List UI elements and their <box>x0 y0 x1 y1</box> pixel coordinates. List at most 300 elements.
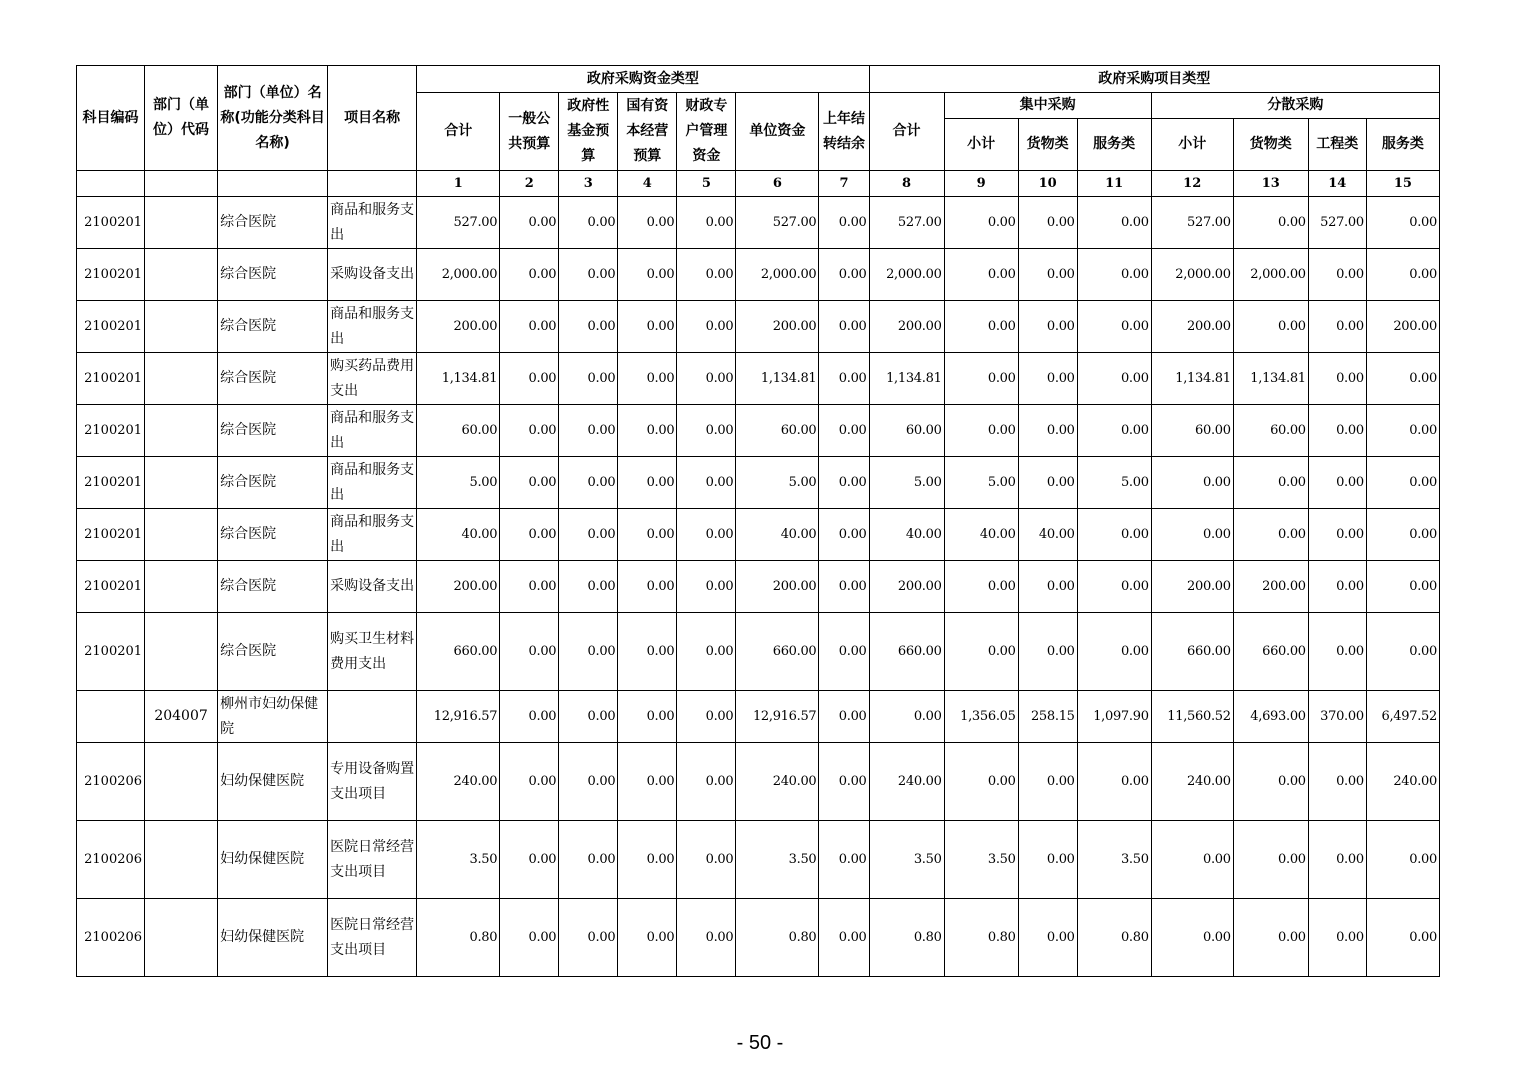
amount-cell: 0.00 <box>500 197 559 249</box>
amount-cell: 0.00 <box>1018 405 1077 457</box>
amount-cell: 0.00 <box>1233 821 1308 899</box>
amount-cell: 0.00 <box>618 405 677 457</box>
amount-cell: 3.50 <box>869 821 944 899</box>
amount-cell: 40.00 <box>869 509 944 561</box>
header-central-subtotal: 小计 <box>944 119 1018 171</box>
amount-cell: 0.00 <box>1308 561 1366 613</box>
project-name-cell: 专用设备购置支出项目 <box>328 743 417 821</box>
header-dispersed-group: 分散采购 <box>1151 93 1439 119</box>
amount-cell: 0.00 <box>500 743 559 821</box>
table-row <box>77 353 1440 405</box>
subject-code-cell: 2100201 <box>77 613 145 691</box>
amount-cell: 0.00 <box>1018 743 1077 821</box>
amount-cell: 527.00 <box>417 197 500 249</box>
subject-code-cell <box>77 691 145 743</box>
amount-cell: 0.00 <box>1018 613 1077 691</box>
amount-cell: 60.00 <box>1151 405 1233 457</box>
header-funding-group: 政府采购资金类型 <box>417 66 869 93</box>
project-name-cell: 医院日常经营支出项目 <box>328 899 417 977</box>
amount-cell: 1,356.05 <box>944 691 1018 743</box>
amount-cell: 0.00 <box>618 353 677 405</box>
amount-cell: 0.00 <box>1233 509 1308 561</box>
amount-cell: 0.00 <box>559 613 618 691</box>
column-index: 14 <box>1308 171 1366 197</box>
amount-cell: 0.00 <box>559 743 618 821</box>
amount-cell: 40.00 <box>417 509 500 561</box>
amount-cell: 0.00 <box>677 509 736 561</box>
header-central-group: 集中采购 <box>944 93 1151 119</box>
amount-cell: 0.00 <box>1308 613 1366 691</box>
amount-cell: 0.00 <box>819 249 869 301</box>
amount-cell: 0.00 <box>1018 821 1077 899</box>
amount-cell: 200.00 <box>417 561 500 613</box>
header-fund-total: 合计 <box>417 93 500 171</box>
dept-name-cell: 综合医院 <box>218 249 328 301</box>
amount-cell: 0.00 <box>1233 197 1308 249</box>
amount-cell: 0.00 <box>677 691 736 743</box>
amount-cell: 0.00 <box>1018 561 1077 613</box>
amount-cell: 240.00 <box>736 743 819 821</box>
amount-cell: 0.00 <box>819 821 869 899</box>
dept-name-cell: 综合医院 <box>218 405 328 457</box>
amount-cell: 0.00 <box>618 899 677 977</box>
amount-cell: 0.00 <box>819 561 869 613</box>
amount-cell: 0.00 <box>618 561 677 613</box>
amount-cell: 0.00 <box>1077 509 1151 561</box>
dept-name-cell: 妇幼保健医院 <box>218 899 328 977</box>
column-index: 9 <box>944 171 1018 197</box>
amount-cell: 5.00 <box>1077 457 1151 509</box>
amount-cell: 0.00 <box>944 249 1018 301</box>
amount-cell: 0.80 <box>869 899 944 977</box>
amount-cell: 0.00 <box>1077 561 1151 613</box>
dept-name-cell: 综合医院 <box>218 353 328 405</box>
dept-code-cell <box>145 509 218 561</box>
amount-cell: 12,916.57 <box>417 691 500 743</box>
amount-cell: 660.00 <box>869 613 944 691</box>
amount-cell: 1,134.81 <box>736 353 819 405</box>
dept-name-cell: 综合医院 <box>218 301 328 353</box>
amount-cell: 0.00 <box>819 899 869 977</box>
amount-cell: 0.00 <box>944 197 1018 249</box>
amount-cell: 527.00 <box>736 197 819 249</box>
dept-code-cell <box>145 249 218 301</box>
dept-name-cell: 妇幼保健医院 <box>218 821 328 899</box>
subject-code-cell: 2100201 <box>77 457 145 509</box>
dept-code-cell <box>145 405 218 457</box>
amount-cell: 60.00 <box>417 405 500 457</box>
amount-cell: 0.00 <box>618 743 677 821</box>
amount-cell: 200.00 <box>869 301 944 353</box>
dept-code-cell <box>145 899 218 977</box>
amount-cell: 0.00 <box>677 457 736 509</box>
amount-cell: 660.00 <box>417 613 500 691</box>
amount-cell: 0.00 <box>1308 743 1366 821</box>
dept-code-cell <box>145 613 218 691</box>
amount-cell: 0.00 <box>500 691 559 743</box>
amount-cell: 240.00 <box>417 743 500 821</box>
amount-cell: 660.00 <box>1233 613 1308 691</box>
amount-cell: 40.00 <box>1018 509 1077 561</box>
amount-cell: 200.00 <box>869 561 944 613</box>
table-row <box>77 561 1440 613</box>
dept-code-cell <box>145 821 218 899</box>
amount-cell: 0.00 <box>500 457 559 509</box>
project-name-cell: 商品和服务支出 <box>328 457 417 509</box>
table-row <box>77 821 1440 899</box>
header-unit-funds: 单位资金 <box>736 93 819 171</box>
page-number: - 50 - <box>736 1032 784 1054</box>
amount-cell: 0.00 <box>1018 249 1077 301</box>
project-name-cell: 商品和服务支出 <box>328 405 417 457</box>
amount-cell: 2,000.00 <box>417 249 500 301</box>
column-index: 5 <box>677 171 736 197</box>
dept-code-cell <box>145 457 218 509</box>
amount-cell: 0.00 <box>1366 249 1439 301</box>
amount-cell: 0.00 <box>500 821 559 899</box>
column-index: 2 <box>500 171 559 197</box>
amount-cell: 0.00 <box>819 691 869 743</box>
amount-cell: 0.00 <box>559 353 618 405</box>
amount-cell: 3.50 <box>1077 821 1151 899</box>
dept-code-cell <box>145 197 218 249</box>
column-index: 11 <box>1077 171 1151 197</box>
amount-cell: 200.00 <box>1366 301 1439 353</box>
amount-cell: 0.00 <box>559 509 618 561</box>
amount-cell: 0.00 <box>944 301 1018 353</box>
table-row <box>77 899 1440 977</box>
amount-cell: 0.00 <box>1366 405 1439 457</box>
amount-cell: 0.00 <box>819 353 869 405</box>
header-dispersed-subtotal: 小计 <box>1151 119 1233 171</box>
amount-cell: 0.00 <box>500 561 559 613</box>
amount-cell: 0.00 <box>677 301 736 353</box>
column-index: 1 <box>417 171 500 197</box>
amount-cell: 2,000.00 <box>1151 249 1233 301</box>
column-index: 10 <box>1018 171 1077 197</box>
amount-cell: 1,134.81 <box>1151 353 1233 405</box>
amount-cell: 0.00 <box>1366 509 1439 561</box>
amount-cell: 0.00 <box>819 509 869 561</box>
header-type-total: 合计 <box>869 93 944 171</box>
subject-code-cell: 2100201 <box>77 561 145 613</box>
amount-cell: 0.00 <box>1077 197 1151 249</box>
amount-cell: 0.00 <box>618 457 677 509</box>
amount-cell: 240.00 <box>1151 743 1233 821</box>
amount-cell: 1,097.90 <box>1077 691 1151 743</box>
project-name-cell: 商品和服务支出 <box>328 301 417 353</box>
subject-code-cell: 2100201 <box>77 249 145 301</box>
amount-cell: 0.00 <box>500 613 559 691</box>
amount-cell: 200.00 <box>1151 561 1233 613</box>
amount-cell: 240.00 <box>1366 743 1439 821</box>
dept-code-cell <box>145 743 218 821</box>
amount-cell: 0.00 <box>500 249 559 301</box>
amount-cell: 0.00 <box>1018 353 1077 405</box>
column-index: 15 <box>1366 171 1439 197</box>
amount-cell: 0.00 <box>1308 249 1366 301</box>
amount-cell: 0.00 <box>677 743 736 821</box>
amount-cell: 0.00 <box>1308 457 1366 509</box>
header-project-name: 项目名称 <box>328 66 417 171</box>
amount-cell: 0.00 <box>1308 899 1366 977</box>
amount-cell: 0.00 <box>677 249 736 301</box>
column-index: 7 <box>819 171 869 197</box>
header-state-capital-budget: 国有资本经营预算 <box>618 93 677 171</box>
amount-cell: 0.00 <box>500 509 559 561</box>
amount-cell: 1,134.81 <box>417 353 500 405</box>
header-general-budget: 一般公共预算 <box>500 93 559 171</box>
subject-code-cell: 2100201 <box>77 353 145 405</box>
amount-cell: 0.00 <box>819 405 869 457</box>
project-name-cell: 购买卫生材料费用支出 <box>328 613 417 691</box>
amount-cell: 0.00 <box>1151 899 1233 977</box>
header-subject-code: 科目编码 <box>77 66 145 171</box>
amount-cell: 0.00 <box>1308 509 1366 561</box>
project-name-cell: 采购设备支出 <box>328 249 417 301</box>
header-central-goods: 货物类 <box>1018 119 1077 171</box>
column-index: 12 <box>1151 171 1233 197</box>
amount-cell: 0.00 <box>500 899 559 977</box>
amount-cell: 5.00 <box>869 457 944 509</box>
subject-code-cell: 2100206 <box>77 821 145 899</box>
amount-cell: 1,134.81 <box>869 353 944 405</box>
amount-cell: 0.00 <box>1308 353 1366 405</box>
amount-cell: 2,000.00 <box>1233 249 1308 301</box>
amount-cell: 0.00 <box>500 353 559 405</box>
header-carryover: 上年结转结余 <box>819 93 869 171</box>
amount-cell: 0.00 <box>1366 353 1439 405</box>
amount-cell: 0.00 <box>1077 301 1151 353</box>
amount-cell: 3.50 <box>944 821 1018 899</box>
amount-cell: 11,560.52 <box>1151 691 1233 743</box>
amount-cell: 0.00 <box>1233 743 1308 821</box>
amount-cell: 0.00 <box>559 561 618 613</box>
column-index: 3 <box>559 171 618 197</box>
amount-cell: 0.00 <box>1077 613 1151 691</box>
amount-cell: 5.00 <box>417 457 500 509</box>
amount-cell: 0.00 <box>1366 613 1439 691</box>
dept-name-cell: 综合医院 <box>218 509 328 561</box>
project-name-cell: 商品和服务支出 <box>328 197 417 249</box>
amount-cell: 0.00 <box>559 821 618 899</box>
amount-cell: 0.00 <box>944 405 1018 457</box>
column-index-row <box>77 171 1440 197</box>
header-gov-fund-budget: 政府性基金预算 <box>559 93 618 171</box>
amount-cell: 0.00 <box>618 691 677 743</box>
amount-cell: 0.00 <box>1233 301 1308 353</box>
amount-cell: 0.00 <box>559 249 618 301</box>
amount-cell: 12,916.57 <box>736 691 819 743</box>
dept-code-cell <box>145 301 218 353</box>
amount-cell: 2,000.00 <box>736 249 819 301</box>
amount-cell: 0.00 <box>618 249 677 301</box>
amount-cell: 0.00 <box>618 613 677 691</box>
amount-cell: 0.00 <box>819 613 869 691</box>
amount-cell: 60.00 <box>736 405 819 457</box>
header-central-services: 服务类 <box>1077 119 1151 171</box>
amount-cell: 0.00 <box>1151 509 1233 561</box>
subject-code-cell: 2100201 <box>77 197 145 249</box>
amount-cell: 258.15 <box>1018 691 1077 743</box>
amount-cell: 3.50 <box>417 821 500 899</box>
dept-code-cell <box>145 353 218 405</box>
project-name-cell: 商品和服务支出 <box>328 509 417 561</box>
header-dispersed-services: 服务类 <box>1366 119 1439 171</box>
amount-cell: 0.00 <box>559 301 618 353</box>
dept-name-cell: 柳州市妇幼保健院 <box>218 691 328 743</box>
amount-cell: 660.00 <box>736 613 819 691</box>
amount-cell: 3.50 <box>736 821 819 899</box>
amount-cell: 0.00 <box>1366 457 1439 509</box>
amount-cell: 660.00 <box>1151 613 1233 691</box>
amount-cell: 0.00 <box>819 743 869 821</box>
amount-cell: 527.00 <box>1308 197 1366 249</box>
amount-cell: 200.00 <box>736 561 819 613</box>
subject-code-cell: 2100201 <box>77 509 145 561</box>
header-dispersed-goods: 货物类 <box>1233 119 1308 171</box>
dept-name-cell: 综合医院 <box>218 613 328 691</box>
table-row <box>77 301 1440 353</box>
amount-cell: 0.00 <box>500 405 559 457</box>
amount-cell: 0.00 <box>944 561 1018 613</box>
subject-code-cell: 2100206 <box>77 743 145 821</box>
amount-cell: 0.00 <box>559 457 618 509</box>
amount-cell: 6,497.52 <box>1366 691 1439 743</box>
amount-cell: 0.00 <box>1018 457 1077 509</box>
amount-cell: 0.00 <box>1077 353 1151 405</box>
dept-name-cell: 综合医院 <box>218 561 328 613</box>
amount-cell: 0.00 <box>1308 301 1366 353</box>
project-name-cell: 医院日常经营支出项目 <box>328 821 417 899</box>
amount-cell: 527.00 <box>869 197 944 249</box>
amount-cell: 0.00 <box>1077 743 1151 821</box>
amount-cell: 527.00 <box>1151 197 1233 249</box>
amount-cell: 60.00 <box>869 405 944 457</box>
amount-cell: 0.80 <box>944 899 1018 977</box>
amount-cell: 0.00 <box>944 613 1018 691</box>
amount-cell: 0.00 <box>559 197 618 249</box>
project-name-cell <box>328 691 417 743</box>
amount-cell: 0.00 <box>1018 301 1077 353</box>
amount-cell: 4,693.00 <box>1233 691 1308 743</box>
amount-cell: 200.00 <box>417 301 500 353</box>
amount-cell: 0.00 <box>819 457 869 509</box>
column-index: 4 <box>618 171 677 197</box>
amount-cell: 0.00 <box>1308 821 1366 899</box>
amount-cell: 200.00 <box>1233 561 1308 613</box>
amount-cell: 0.00 <box>677 561 736 613</box>
amount-cell: 0.00 <box>559 691 618 743</box>
amount-cell: 0.00 <box>559 899 618 977</box>
header-dept-code: 部门（单位）代码 <box>145 66 218 171</box>
amount-cell: 0.00 <box>618 509 677 561</box>
amount-cell: 1,134.81 <box>1233 353 1308 405</box>
amount-cell: 0.00 <box>1018 899 1077 977</box>
amount-cell: 0.80 <box>1077 899 1151 977</box>
column-index: 8 <box>869 171 944 197</box>
amount-cell: 0.00 <box>677 899 736 977</box>
amount-cell: 0.00 <box>1366 561 1439 613</box>
amount-cell: 0.00 <box>559 405 618 457</box>
table-row <box>77 743 1440 821</box>
table-body <box>77 197 1440 977</box>
amount-cell: 0.00 <box>618 821 677 899</box>
amount-cell: 0.00 <box>944 743 1018 821</box>
amount-cell: 0.00 <box>1077 249 1151 301</box>
amount-cell: 0.00 <box>1366 197 1439 249</box>
amount-cell: 0.00 <box>1366 821 1439 899</box>
amount-cell: 2,000.00 <box>869 249 944 301</box>
subject-code-cell: 2100201 <box>77 405 145 457</box>
amount-cell: 0.00 <box>677 197 736 249</box>
amount-cell: 0.00 <box>677 353 736 405</box>
amount-cell: 0.00 <box>677 821 736 899</box>
amount-cell: 40.00 <box>736 509 819 561</box>
subject-code-cell: 2100206 <box>77 899 145 977</box>
amount-cell: 0.00 <box>1151 457 1233 509</box>
procurement-table <box>76 65 1440 977</box>
amount-cell: 0.00 <box>1018 197 1077 249</box>
table-row <box>77 405 1440 457</box>
amount-cell: 200.00 <box>1151 301 1233 353</box>
table-row <box>77 457 1440 509</box>
amount-cell: 0.00 <box>677 405 736 457</box>
header-project-type-group: 政府采购项目类型 <box>869 66 1439 93</box>
amount-cell: 0.00 <box>1233 457 1308 509</box>
amount-cell: 0.00 <box>618 197 677 249</box>
header-dept-name: 部门（单位）名称(功能分类科目名称) <box>218 66 328 171</box>
amount-cell: 0.00 <box>869 691 944 743</box>
dept-name-cell: 综合医院 <box>218 457 328 509</box>
project-name-cell: 采购设备支出 <box>328 561 417 613</box>
amount-cell: 0.00 <box>1233 899 1308 977</box>
dept-name-cell: 综合医院 <box>218 197 328 249</box>
amount-cell: 0.00 <box>1366 899 1439 977</box>
amount-cell: 240.00 <box>869 743 944 821</box>
amount-cell: 0.00 <box>618 301 677 353</box>
table-row <box>77 197 1440 249</box>
dept-code-cell <box>145 561 218 613</box>
table-row <box>77 613 1440 691</box>
subject-code-cell: 2100201 <box>77 301 145 353</box>
amount-cell: 0.80 <box>736 899 819 977</box>
dept-name-cell: 妇幼保健医院 <box>218 743 328 821</box>
dept-code-cell: 204007 <box>145 691 218 743</box>
column-index: 13 <box>1233 171 1308 197</box>
amount-cell: 370.00 <box>1308 691 1366 743</box>
amount-cell: 5.00 <box>736 457 819 509</box>
amount-cell: 0.00 <box>819 197 869 249</box>
amount-cell: 0.00 <box>819 301 869 353</box>
amount-cell: 0.00 <box>500 301 559 353</box>
amount-cell: 0.00 <box>1077 405 1151 457</box>
column-index: 6 <box>736 171 819 197</box>
amount-cell: 0.00 <box>1308 405 1366 457</box>
amount-cell: 40.00 <box>944 509 1018 561</box>
project-name-cell: 购买药品费用支出 <box>328 353 417 405</box>
header-dispersed-engineering: 工程类 <box>1308 119 1366 171</box>
table-row <box>77 691 1440 743</box>
header-fiscal-account: 财政专户管理资金 <box>677 93 736 171</box>
amount-cell: 200.00 <box>736 301 819 353</box>
amount-cell: 0.00 <box>677 613 736 691</box>
table-row <box>77 249 1440 301</box>
amount-cell: 60.00 <box>1233 405 1308 457</box>
amount-cell: 0.80 <box>417 899 500 977</box>
table-row <box>77 509 1440 561</box>
amount-cell: 5.00 <box>944 457 1018 509</box>
